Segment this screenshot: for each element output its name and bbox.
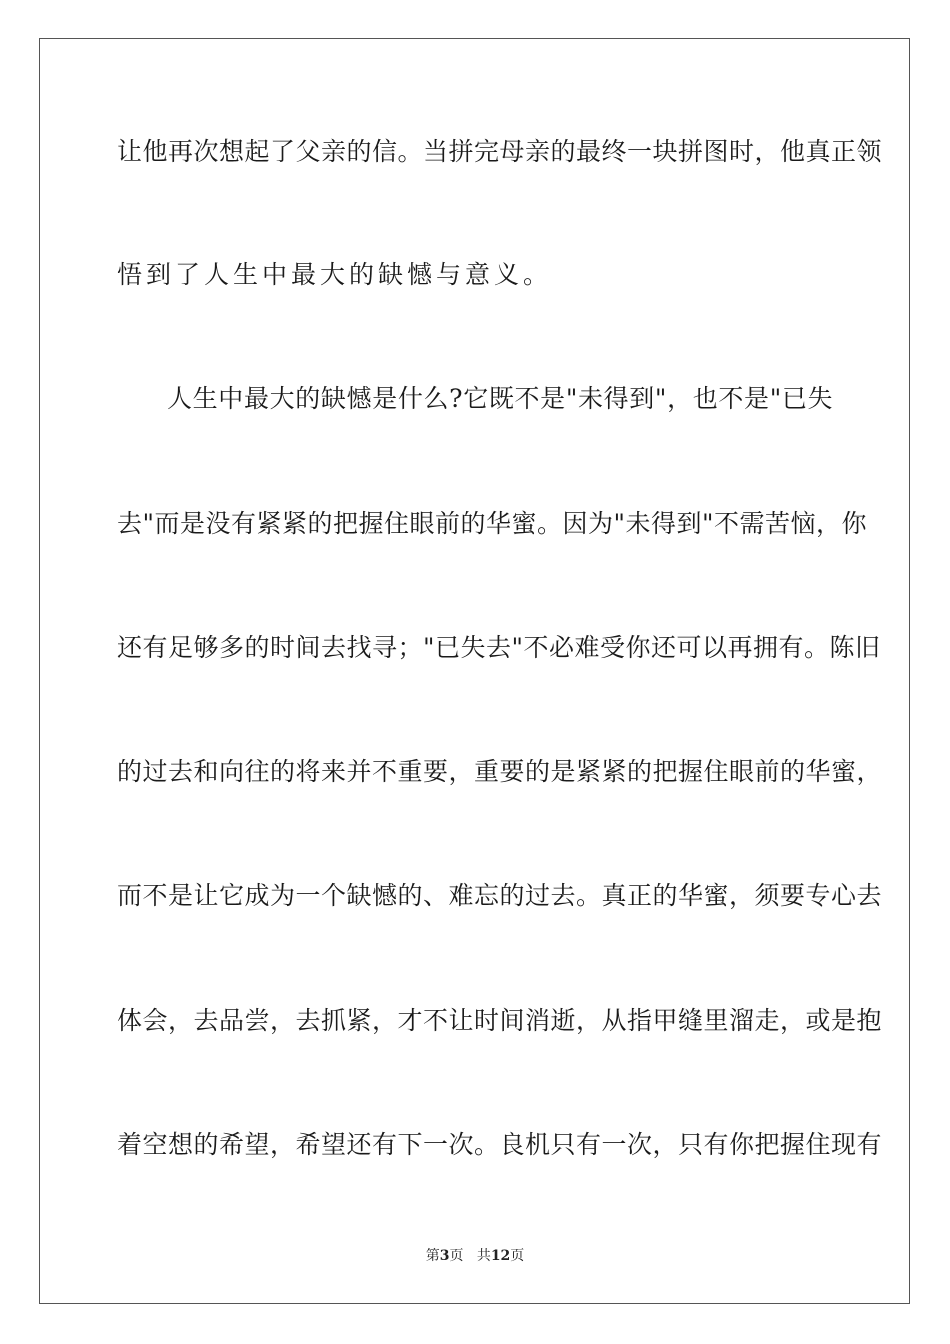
page-border <box>39 38 910 1304</box>
total-suffix: 页 <box>510 1248 525 1264</box>
text-line-5: 还有足够多的时间去找寻；"已失去"不必难受你还可以再拥有。陈旧 <box>117 633 881 662</box>
text-line-7: 而不是让它成为一个缺憾的、难忘的过去。真正的华蜜，须要专心去 <box>117 881 883 910</box>
text-line-6: 的过去和向往的将来并不重要，重要的是紧紧的把握住眼前的华蜜， <box>117 757 883 786</box>
text-line-3: 人生中最大的缺憾是什么?它既不是"未得到"，也不是"已失 <box>167 384 833 413</box>
total-prefix: 共 <box>476 1248 491 1264</box>
page-current: 3 <box>439 1248 450 1264</box>
text-line-1: 让他再次想起了父亲的信。当拼完母亲的最终一块拼图时，他真正领 <box>117 137 883 166</box>
page-suffix: 页 <box>449 1248 464 1264</box>
text-line-8: 体会，去品尝，去抓紧，才不让时间消逝，从指甲缝里溜走，或是抱 <box>117 1006 883 1035</box>
text-line-9: 着空想的希望，希望还有下一次。良机只有一次，只有你把握住现有 <box>117 1130 883 1159</box>
page-prefix: 第 <box>425 1248 440 1264</box>
page-footer <box>0 1246 950 1266</box>
text-line-4: 去"而是没有紧紧的把握住眼前的华蜜。因为"未得到"不需苦恼，你 <box>117 509 867 538</box>
text-line-2: 悟到了人生中最大的缺憾与意义。 <box>117 260 553 289</box>
page-total: 12 <box>490 1248 511 1264</box>
